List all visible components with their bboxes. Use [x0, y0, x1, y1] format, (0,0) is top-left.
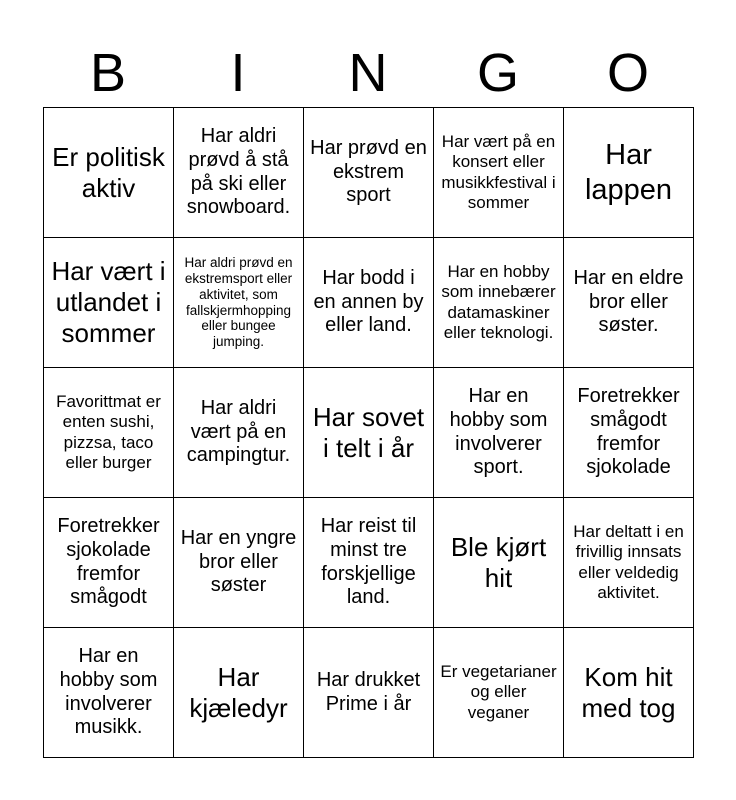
bingo-cell[interactable]: Favorittmat er enten sushi, pizzsa, taco eller burger [44, 368, 174, 498]
bingo-cell[interactable]: Har en hobby som involverer musikk. [44, 628, 174, 758]
header-letter-i: I [230, 43, 246, 103]
bingo-cell[interactable]: Har lappen [564, 108, 694, 238]
bingo-cell[interactable]: Har aldri prøvd en ekstremsport eller aktivitet, som fallskjermhopping eller bungee jumping. [174, 238, 304, 368]
bingo-row [44, 368, 694, 498]
bingo-cell[interactable]: Har deltatt i en frivillig innsats eller veldedig aktivitet. [564, 498, 694, 628]
header-letter-g: G [476, 43, 519, 103]
bingo-cell[interactable]: Har en yngre bror eller søster [174, 498, 304, 628]
header-letter-b: B [89, 43, 127, 103]
bingo-cell[interactable]: Har en hobby som innebærer datamaskiner eller teknologi. [434, 238, 564, 368]
bingo-cell[interactable]: Er vegetarianer og eller veganer [434, 628, 564, 758]
bingo-cell[interactable]: Har reist til minst tre forskjellige land. [304, 498, 434, 628]
bingo-row [44, 238, 694, 368]
bingo-row [44, 108, 694, 238]
bingo-header [43, 40, 693, 106]
bingo-cell[interactable]: Har en eldre bror eller søster. [564, 238, 694, 368]
header-letter-o: O [606, 43, 649, 103]
bingo-cell[interactable]: Har prøvd en ekstrem sport [304, 108, 434, 238]
bingo-cell[interactable]: Har aldri vært på en campingtur. [174, 368, 304, 498]
bingo-cell[interactable]: Har kjæledyr [174, 628, 304, 758]
bingo-cell[interactable]: Har en hobby som involverer sport. [434, 368, 564, 498]
bingo-cell[interactable]: Kom hit med tog [564, 628, 694, 758]
bingo-board [43, 107, 694, 758]
bingo-cell[interactable]: Har sovet i telt i år [304, 368, 434, 498]
header-letter-n: N [348, 43, 388, 103]
bingo-cell[interactable]: Har vært i utlandet i sommer [44, 238, 174, 368]
bingo-cell[interactable]: Foretrekker sjokolade fremfor smågodt [44, 498, 174, 628]
bingo-cell[interactable]: Har bodd i en annen by eller land. [304, 238, 434, 368]
bingo-cell[interactable]: Har vært på en konsert eller musikkfestival i sommer [434, 108, 564, 238]
bingo-row [44, 498, 694, 628]
bingo-cell[interactable]: Ble kjørt hit [434, 498, 564, 628]
bingo-cell[interactable]: Er politisk aktiv [44, 108, 174, 238]
bingo-cell[interactable]: Har aldri prøvd å stå på ski eller snowboard. [174, 108, 304, 238]
bingo-row [44, 628, 694, 758]
bingo-cell[interactable]: Har drukket Prime i år [304, 628, 434, 758]
bingo-cell[interactable]: Foretrekker smågodt fremfor sjokolade [564, 368, 694, 498]
